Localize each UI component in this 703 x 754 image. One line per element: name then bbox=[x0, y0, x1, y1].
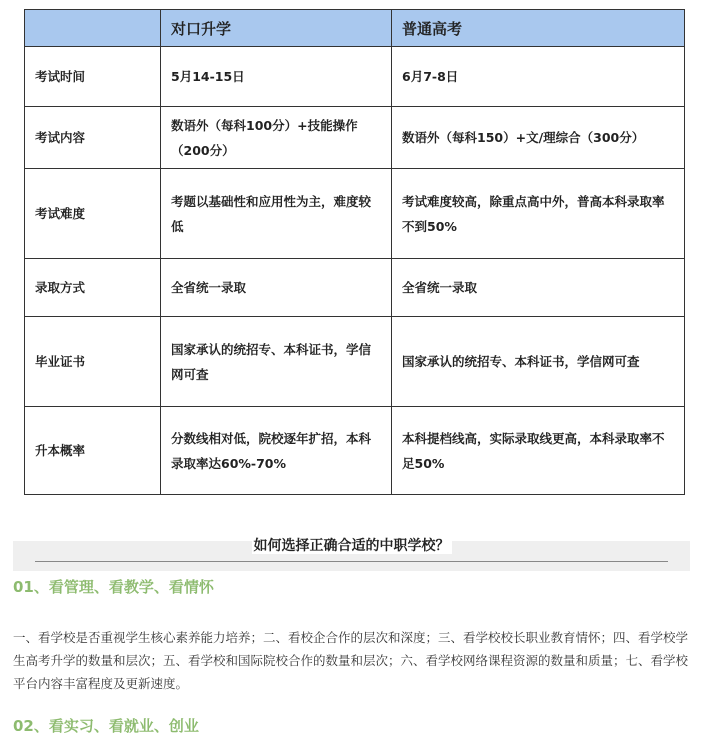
cell-gaokao: 国家承认的统招专、本科证书，学信网可查 bbox=[392, 317, 685, 407]
cell-gaokao: 数语外（每科150）+文/理综合（300分） bbox=[392, 107, 685, 169]
comparison-table bbox=[24, 9, 685, 495]
cell-gaokao: 6月7-8日 bbox=[392, 47, 685, 107]
table-row bbox=[25, 407, 685, 495]
section-title-banner bbox=[13, 538, 690, 571]
cell-vocational: 全省统一录取 bbox=[161, 259, 392, 317]
heading-internship: 02、看实习、看就业、创业 bbox=[13, 717, 199, 735]
cell-vocational: 5月14-15日 bbox=[161, 47, 392, 107]
cell-vocational: 分数线相对低，院校逐年扩招，本科录取率达60%-70% bbox=[161, 407, 392, 495]
table-header-row bbox=[25, 10, 685, 47]
cell-vocational: 考题以基础性和应用性为主，难度较低 bbox=[161, 169, 392, 259]
cell-vocational: 数语外（每科100分）+技能操作（200分） bbox=[161, 107, 392, 169]
section-title: 如何选择正确合适的中职学校？ bbox=[253, 538, 450, 554]
title-divider bbox=[35, 561, 668, 562]
table-row bbox=[25, 169, 685, 259]
table-row bbox=[25, 107, 685, 169]
cell-gaokao: 考试难度较高，除重点高中外，普高本科录取率不到50% bbox=[392, 169, 685, 259]
row-label: 考试难度 bbox=[25, 169, 161, 259]
row-label: 考试内容 bbox=[25, 107, 161, 169]
paragraph-criteria: 一、看学校是否重视学生核心素养能力培养；二、看校企合作的层次和深度；三、看学校校长职业教育情怀；四、看学校学生高考升学的数量和层次；五、看学校和国际院校合作的数量和层次；六、看学校网络课程资源的数量和质量；七、看学校平台内容丰富程度及更新速度。 bbox=[13, 630, 689, 691]
heading-management: 01、看管理、看教学、看情怀 bbox=[13, 578, 214, 596]
header-vocational-entrance: 对口升学 bbox=[161, 10, 392, 47]
header-general-gaokao: 普通高考 bbox=[392, 10, 685, 47]
row-label: 毕业证书 bbox=[25, 317, 161, 407]
table-row bbox=[25, 259, 685, 317]
cell-gaokao: 本科提档线高，实际录取线更高，本科录取率不足50% bbox=[392, 407, 685, 495]
header-corner bbox=[25, 10, 161, 47]
cell-vocational: 国家承认的统招专、本科证书，学信网可查 bbox=[161, 317, 392, 407]
row-label: 升本概率 bbox=[25, 407, 161, 495]
row-label: 考试时间 bbox=[25, 47, 161, 107]
table-row bbox=[25, 317, 685, 407]
cell-gaokao: 全省统一录取 bbox=[392, 259, 685, 317]
row-label: 录取方式 bbox=[25, 259, 161, 317]
table-row bbox=[25, 47, 685, 107]
